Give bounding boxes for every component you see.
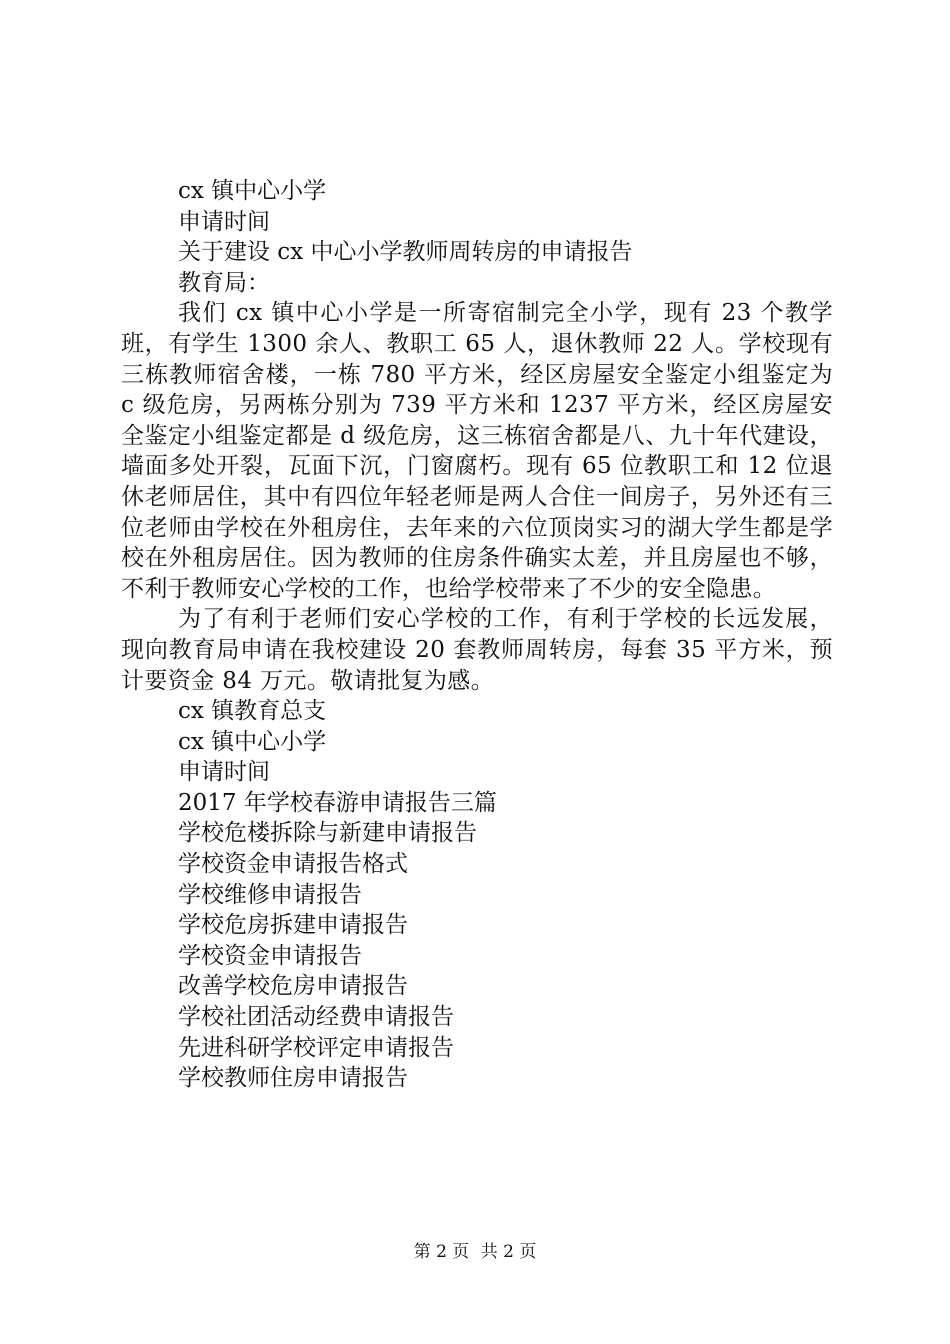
addressee: 教育局： (178, 269, 270, 296)
related-item: 学校危房拆建申请报告 (178, 912, 408, 939)
page-footer (0, 1241, 950, 1263)
body-paragraph-1: 我们 cx 镇中心小学是一所寄宿制完全小学，现有 23 个教学班，有学生 1300 余人、教职工 65 人，退休教师 22 人。学校现有三栋教师宿舍楼，一栋 780 平方米，经区房屋安全鉴定小组鉴定为 c 级危房，另两栋分别为 739 平方米和 1237 平方米，经区房屋安全鉴定小组鉴定都是 d 级危房，这三栋宿舍都是八、九十年代建设，墙面多处开裂，瓦面下沉，门窗腐朽。现有 65 位教职工和 12 位退休老师居住，其中有四位年轻老师是两人合住一间房子，另外还有三位老师由学校在外租房住，去年来的六位顶岗实习的湖大学生都是学校在外租房居住。因为教师的住房条件确实太差，并且房屋也不够，不利于教师安心学校的工作，也给学校带来了不少的安全隐患。 (121, 300, 833, 602)
page-number: 第 2 页 (413, 1242, 470, 1262)
related-item: 学校危楼拆除与新建申请报告 (178, 820, 477, 847)
related-item: 改善学校危房申请报告 (178, 973, 408, 1000)
header-school: cx 镇中心小学 (178, 178, 327, 204)
header-date-label: 申请时间 (178, 208, 270, 235)
body-paragraph-2: 为了有利于老师们安心学校的工作，有利于学校的长远发展，现向教育局申请在我校建设 20 套教师周转房，每套 35 平方米，预计要资金 84 万元。敬请批复为感。 (121, 606, 833, 694)
related-item: 学校教师住房申请报告 (178, 1065, 408, 1092)
related-item: 学校资金申请报告格式 (178, 851, 408, 878)
document-content (121, 176, 833, 1094)
related-item: 学校资金申请报告 (178, 942, 362, 969)
page-total: 共 2 页 (480, 1242, 537, 1262)
related-item: 2017 年学校春游申请报告三篇 (178, 789, 497, 816)
document-title: 关于建设 cx 中心小学教师周转房的申请报告 (178, 239, 633, 266)
signature-date-label: 申请时间 (178, 759, 270, 786)
signature-org-2: cx 镇中心小学 (178, 728, 327, 755)
related-item: 学校社团活动经费申请报告 (178, 1004, 454, 1031)
related-item: 先进科研学校评定申请报告 (178, 1034, 454, 1061)
signature-org-1: cx 镇教育总支 (178, 698, 327, 725)
related-item: 学校维修申请报告 (178, 881, 362, 908)
